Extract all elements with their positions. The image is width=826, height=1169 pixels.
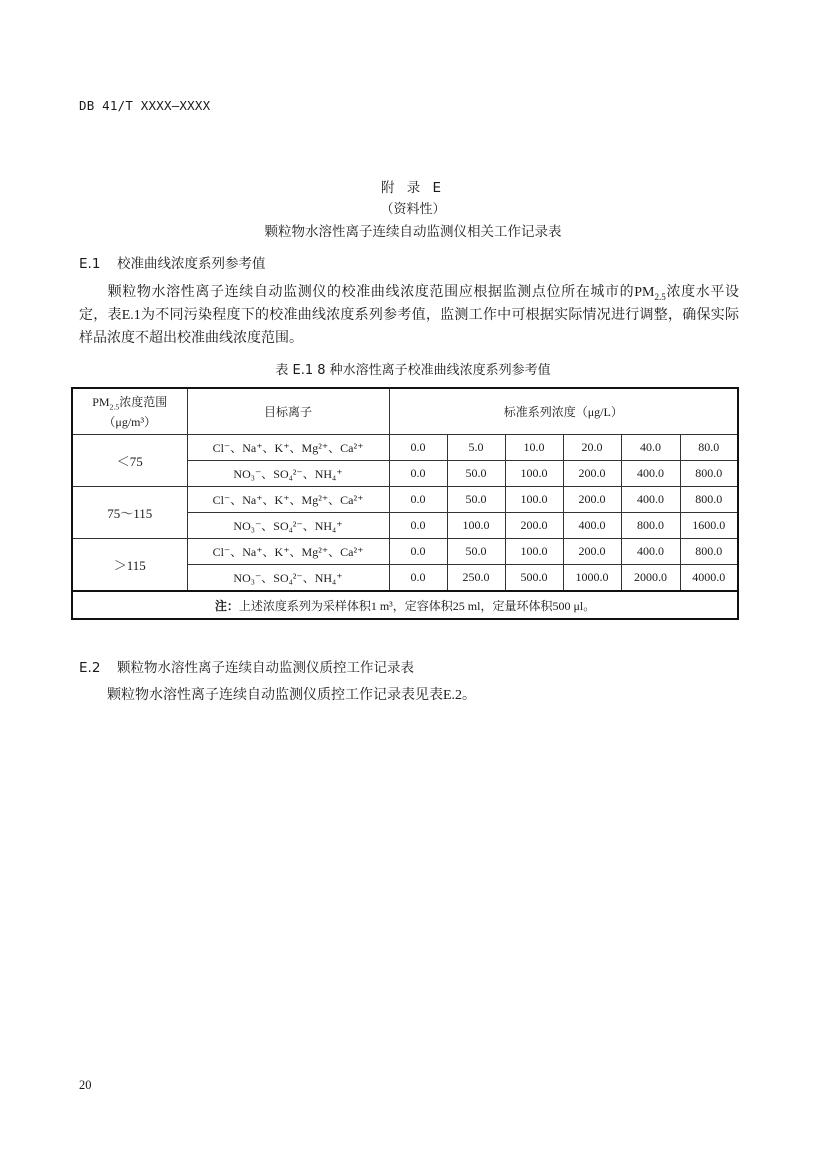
value-cell: 4000.0 bbox=[680, 565, 738, 592]
section-e2-heading bbox=[79, 656, 414, 676]
section-number: E.1 bbox=[79, 256, 101, 272]
value-cell: 100.0 bbox=[447, 513, 505, 539]
value-cell: 200.0 bbox=[505, 513, 563, 539]
header-ions: 目标离子 bbox=[187, 388, 389, 435]
value-cell: 100.0 bbox=[505, 461, 563, 487]
table-note bbox=[72, 591, 738, 619]
range-cell: 75～115 bbox=[72, 487, 187, 539]
section-title: 校准曲线浓度系列参考值 bbox=[117, 256, 266, 272]
value-cell: 1000.0 bbox=[563, 565, 621, 592]
value-cell: 2000.0 bbox=[621, 565, 680, 592]
value-cell: 800.0 bbox=[621, 513, 680, 539]
section-e2-paragraph bbox=[79, 684, 739, 707]
range-cell: ＜75 bbox=[72, 435, 187, 487]
value-cell: 0.0 bbox=[389, 461, 447, 487]
ions-cell: Cl⁻、Na⁺、K⁺、Mg²⁺、Ca²⁺ bbox=[187, 487, 389, 513]
range-cell: ＞115 bbox=[72, 539, 187, 592]
table-row bbox=[72, 487, 738, 513]
appendix-title: 附 录 E bbox=[380, 180, 446, 196]
section-title: 颗粒物水溶性离子连续自动监测仪质控工作记录表 bbox=[117, 660, 414, 676]
calibration-table bbox=[71, 387, 739, 620]
header-range bbox=[72, 388, 187, 435]
value-cell: 0.0 bbox=[389, 513, 447, 539]
value-cell: 0.0 bbox=[389, 487, 447, 513]
value-cell: 80.0 bbox=[680, 435, 738, 461]
ions-cell: NO₃⁻、SO₄²⁻、NH₄⁺ bbox=[187, 565, 389, 592]
value-cell: 0.0 bbox=[389, 565, 447, 592]
value-cell: 0.0 bbox=[389, 435, 447, 461]
value-cell: 400.0 bbox=[563, 513, 621, 539]
value-cell: 10.0 bbox=[505, 435, 563, 461]
paragraph-text-before: 颗粒物水溶性离子连续自动监测仪的校准曲线浓度范围应根据监测点位所在城市的PM bbox=[107, 285, 655, 300]
value-cell: 50.0 bbox=[447, 539, 505, 565]
header-range-label: 浓度范围 bbox=[119, 394, 168, 409]
ions-cell: Cl⁻、Na⁺、K⁺、Mg²⁺、Ca²⁺ bbox=[187, 435, 389, 461]
appendix-nature: （资料性） bbox=[380, 202, 446, 217]
appendix-heading: 颗粒物水溶性离子连续自动监测仪相关工作记录表 bbox=[264, 224, 562, 240]
value-cell: 800.0 bbox=[680, 539, 738, 565]
paragraph-text: 颗粒物水溶性离子连续自动监测仪质控工作记录表见表E.2。 bbox=[107, 688, 477, 703]
value-cell: 200.0 bbox=[563, 487, 621, 513]
value-cell: 800.0 bbox=[680, 487, 738, 513]
document-code: DB 41/T XXXX—XXXX bbox=[79, 98, 211, 113]
value-cell: 800.0 bbox=[680, 461, 738, 487]
section-number: E.2 bbox=[79, 660, 101, 676]
table-row bbox=[72, 435, 738, 461]
value-cell: 400.0 bbox=[621, 487, 680, 513]
value-cell: 400.0 bbox=[621, 461, 680, 487]
value-cell: 0.0 bbox=[389, 539, 447, 565]
header-range-unit: （μg/m³） bbox=[103, 414, 157, 429]
header-range-pm: PM bbox=[92, 394, 110, 409]
value-cell: 200.0 bbox=[563, 539, 621, 565]
page-number: 20 bbox=[79, 1078, 92, 1092]
note-text: 上述浓度系列为采样体积1 m³，定容体积25 ml，定量环体积500 μl。 bbox=[238, 598, 596, 613]
ions-cell: NO₃⁻、SO₄²⁻、NH₄⁺ bbox=[187, 513, 389, 539]
value-cell: 20.0 bbox=[563, 435, 621, 461]
ions-cell: Cl⁻、Na⁺、K⁺、Mg²⁺、Ca²⁺ bbox=[187, 539, 389, 565]
header-range-sub: 2.5 bbox=[109, 401, 120, 411]
value-cell: 5.0 bbox=[447, 435, 505, 461]
value-cell: 1600.0 bbox=[680, 513, 738, 539]
value-cell: 100.0 bbox=[505, 487, 563, 513]
paragraph-subscript: 2.5 bbox=[654, 291, 666, 302]
note-label: 注： bbox=[214, 598, 239, 613]
section-e1-heading bbox=[79, 252, 266, 272]
value-cell: 50.0 bbox=[447, 487, 505, 513]
value-cell: 250.0 bbox=[447, 565, 505, 592]
section-e1-paragraph bbox=[79, 281, 739, 350]
ions-cell: NO₃⁻、SO₄²⁻、NH₄⁺ bbox=[187, 461, 389, 487]
value-cell: 50.0 bbox=[447, 461, 505, 487]
value-cell: 500.0 bbox=[505, 565, 563, 592]
value-cell: 100.0 bbox=[505, 539, 563, 565]
value-cell: 400.0 bbox=[621, 539, 680, 565]
paragraph-text-after: 浓度水平设定，表E.1为不同污染程度下的校准曲线浓度系列参考值，监测工作中可根据实际情况进行调整，确保实际样品浓度不超出校准曲线浓度范围。 bbox=[79, 285, 740, 346]
table-header-row bbox=[72, 388, 738, 435]
table-row bbox=[72, 539, 738, 565]
value-cell: 200.0 bbox=[563, 461, 621, 487]
value-cell: 40.0 bbox=[621, 435, 680, 461]
header-series: 标准系列浓度（μg/L） bbox=[389, 388, 738, 435]
table-note-row bbox=[72, 591, 738, 619]
table-caption: 表 E.1 8 种水溶性离子校准曲线浓度系列参考值 bbox=[275, 363, 551, 378]
